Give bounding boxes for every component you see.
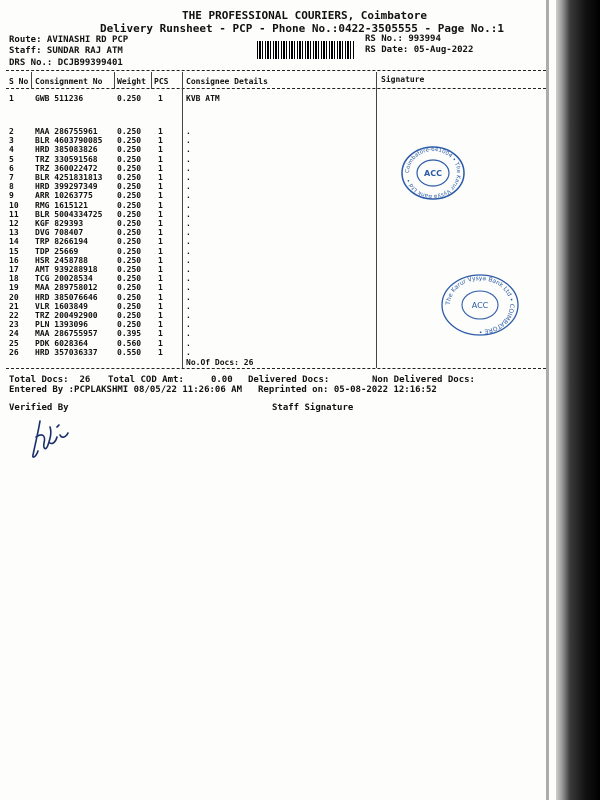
row-consignee: . xyxy=(186,182,191,192)
row-weight: 0.250 xyxy=(117,311,142,320)
row-pcs: 1 xyxy=(158,347,163,357)
row-weight: 0.250 xyxy=(117,200,142,210)
col-consignment: Consignment No xyxy=(35,77,103,86)
row-consignment: BLR 4251831813 xyxy=(35,173,103,182)
verifier-signature xyxy=(26,415,74,463)
row-pcs: 1 xyxy=(158,163,163,173)
row-pcs: 1 xyxy=(158,274,163,284)
non-delivered-docs: Non Delivered Docs: xyxy=(372,375,475,385)
row-sno: 2 xyxy=(9,127,14,136)
table-header-rule xyxy=(6,88,546,89)
row-pcs: 1 xyxy=(158,209,163,219)
col-divider xyxy=(376,72,377,368)
stamp-center-text: ACC xyxy=(471,301,489,310)
col-consignee: Consignee Details xyxy=(186,77,268,86)
row-weight: 0.250 xyxy=(117,237,142,247)
rs-date: RS Date: 05-Aug-2022 xyxy=(365,45,474,55)
row-weight: 0.250 xyxy=(117,127,142,136)
row-weight: 0.250 xyxy=(117,255,142,265)
row-sno: 15 xyxy=(9,246,19,256)
row-weight: 0.250 xyxy=(117,94,142,103)
row-sno: 11 xyxy=(9,209,19,219)
row-sno: 18 xyxy=(9,274,19,284)
row-weight: 0.250 xyxy=(117,154,142,164)
row-weight: 0.250 xyxy=(117,228,142,238)
row-consignee: . xyxy=(186,237,191,247)
row-consignment: TRZ 200492900 xyxy=(35,311,98,320)
table-bottom-rule xyxy=(6,368,546,369)
row-consignee: . xyxy=(186,301,191,311)
row-pcs: 1 xyxy=(158,145,163,155)
row-weight: 0.250 xyxy=(117,292,142,302)
row-consignment: BLR 5004334725 xyxy=(35,209,103,219)
row-consignee: . xyxy=(186,320,191,330)
row-weight: 0.395 xyxy=(117,329,142,339)
row-consignment: MAA 286755961 xyxy=(35,127,98,136)
company-name: THE PROFESSIONAL COURIERS, Coimbatore xyxy=(182,9,428,22)
row-consignee: . xyxy=(186,209,191,219)
row-consignment: GWB 511236 xyxy=(35,94,84,103)
row-consignment: MAA 286755957 xyxy=(35,329,98,339)
row-sno: 19 xyxy=(9,283,19,293)
row-pcs: 1 xyxy=(158,154,163,164)
row-consignment: HRD 399297349 xyxy=(35,182,98,192)
scan-edge xyxy=(556,0,600,800)
row-sno: 7 xyxy=(9,173,14,182)
row-weight: 0.250 xyxy=(117,145,142,155)
row-pcs: 1 xyxy=(158,127,163,136)
row-consignment: TRZ 360022472 xyxy=(35,163,98,173)
stamp-ring-text: The Karur Vysya Bank Ltd • COIMBATORE • xyxy=(444,274,516,336)
row-sno: 17 xyxy=(9,265,19,274)
row-sno: 20 xyxy=(9,292,19,302)
row-weight: 0.250 xyxy=(117,265,142,274)
row-pcs: 1 xyxy=(158,228,163,238)
row-pcs: 1 xyxy=(158,200,163,210)
rs-number: RS No.: 993994 xyxy=(365,34,441,44)
staff-label: Staff: SUNDAR RAJ ATM xyxy=(9,46,123,56)
row-consignment: HRD 385076646 xyxy=(35,292,98,302)
row-weight: 0.250 xyxy=(117,274,142,284)
row-sno: 24 xyxy=(9,329,19,339)
row-pcs: 1 xyxy=(158,136,163,146)
col-divider xyxy=(31,72,32,89)
row-sno: 10 xyxy=(9,200,19,210)
row-consignee: . xyxy=(186,347,191,357)
row-sno: 6 xyxy=(9,163,14,173)
row-consignee: . xyxy=(186,283,191,293)
row-pcs: 1 xyxy=(158,255,163,265)
row-consignment: TDP 25669 xyxy=(35,246,79,256)
barcode xyxy=(257,41,354,59)
row-sno: 12 xyxy=(9,219,19,228)
staff-signature: Staff Signature xyxy=(272,403,354,413)
row-consignee: . xyxy=(186,173,191,182)
row-consignee: . xyxy=(186,127,191,136)
row-consignment: HRD 357036337 xyxy=(35,347,98,357)
col-sno: S No xyxy=(9,77,29,86)
total-docs: Total Docs: 26 xyxy=(9,375,91,385)
row-sno: 4 xyxy=(9,145,14,155)
row-pcs: 1 xyxy=(158,173,163,182)
col-divider xyxy=(182,72,183,368)
no-of-docs: No.Of Docs: 26 xyxy=(186,358,254,367)
row-pcs: 1 xyxy=(158,329,163,339)
row-sno: 26 xyxy=(9,347,19,357)
row-sno: 3 xyxy=(9,136,14,146)
runsheet-title: Delivery Runsheet - PCP - Phone No.:0422-3505555 - Page No.:1 xyxy=(100,22,504,35)
row-weight: 0.250 xyxy=(117,163,142,173)
row-consignment: PLN 1393096 xyxy=(35,320,88,330)
reprinted-on: Reprinted on: 05-08-2022 12:16:52 xyxy=(258,385,437,395)
row-weight: 0.250 xyxy=(117,182,142,192)
entered-by: Entered By :PCPLAKSHMI 08/05/22 11:26:06 AM xyxy=(9,385,242,395)
row-consignee: . xyxy=(186,219,191,228)
stamp-ring-text: Coimbatore-641004 • The Karur Vysya Bank Ltd • xyxy=(404,146,462,200)
bank-stamp xyxy=(400,145,466,201)
row-consignee: . xyxy=(186,255,191,265)
row-consignee: . xyxy=(186,265,191,274)
row-sno: 22 xyxy=(9,311,19,320)
row-consignment: TCG 20028534 xyxy=(35,274,93,284)
row-consignee: . xyxy=(186,292,191,302)
row-sno: 16 xyxy=(9,255,19,265)
row-consignment: DVG 708407 xyxy=(35,228,84,238)
row-pcs: 1 xyxy=(158,182,163,192)
row-weight: 0.250 xyxy=(117,191,142,201)
row-weight: 0.560 xyxy=(117,338,142,348)
row-pcs: 1 xyxy=(158,237,163,247)
col-weight: Weight xyxy=(117,77,146,86)
row-pcs: 1 xyxy=(158,283,163,293)
route-label: Route: AVINASHI RD PCP xyxy=(9,35,129,45)
row-consignee: . xyxy=(186,200,191,210)
row-consignment: VLR 1603849 xyxy=(35,301,88,311)
page-fold xyxy=(546,0,549,800)
row-weight: 0.250 xyxy=(117,209,142,219)
row-weight: 0.250 xyxy=(117,320,142,330)
row-consignee: . xyxy=(186,338,191,348)
row-pcs: 1 xyxy=(158,265,163,274)
row-consignee: KVB ATM xyxy=(186,94,220,103)
col-pcs: PCS xyxy=(154,77,169,86)
row-consignee: . xyxy=(186,136,191,146)
row-weight: 0.250 xyxy=(117,301,142,311)
row-consignment: HRD 385083826 xyxy=(35,145,98,155)
col-divider xyxy=(151,72,152,89)
row-weight: 0.250 xyxy=(117,173,142,182)
row-weight: 0.250 xyxy=(117,246,142,256)
row-weight: 0.250 xyxy=(117,219,142,228)
row-weight: 0.250 xyxy=(117,136,142,146)
row-consignee: . xyxy=(186,329,191,339)
row-pcs: 1 xyxy=(158,219,163,228)
row-consignee: . xyxy=(186,311,191,320)
row-consignment: RMG 1615121 xyxy=(35,200,88,210)
row-consignee: . xyxy=(186,274,191,284)
row-pcs: 1 xyxy=(158,338,163,348)
row-consignee: . xyxy=(186,246,191,256)
row-consignment: TRP 8266194 xyxy=(35,237,88,247)
row-consignee: . xyxy=(186,191,191,201)
row-pcs: 1 xyxy=(158,246,163,256)
col-divider xyxy=(114,72,115,89)
row-pcs: 1 xyxy=(158,94,163,103)
row-consignee: . xyxy=(186,154,191,164)
row-sno: 21 xyxy=(9,301,19,311)
row-sno: 13 xyxy=(9,228,19,238)
row-sno: 5 xyxy=(9,154,14,164)
row-sno: 9 xyxy=(9,191,14,201)
row-consignment: AMT 939288918 xyxy=(35,265,98,274)
row-pcs: 1 xyxy=(158,311,163,320)
row-sno: 1 xyxy=(9,94,14,103)
delivered-docs: Delivered Docs: xyxy=(248,375,330,385)
bank-stamp xyxy=(438,272,522,338)
row-consignee: . xyxy=(186,145,191,155)
row-pcs: 1 xyxy=(158,320,163,330)
row-consignment: MAA 289758012 xyxy=(35,283,98,293)
row-pcs: 1 xyxy=(158,301,163,311)
verified-by: Verified By xyxy=(9,403,69,413)
row-consignment: PDK 6028364 xyxy=(35,338,88,348)
row-consignee: . xyxy=(186,228,191,238)
total-cod: Total COD Amt: 0.00 xyxy=(108,375,233,385)
row-sno: 8 xyxy=(9,182,14,192)
row-sno: 14 xyxy=(9,237,19,247)
row-pcs: 1 xyxy=(158,191,163,201)
row-consignment: KGF 829393 xyxy=(35,219,84,228)
row-weight: 0.250 xyxy=(117,283,142,293)
drs-number: DRS No.: DCJB99399401 xyxy=(9,58,123,68)
row-sno: 25 xyxy=(9,338,19,348)
row-consignment: BLR 4603790085 xyxy=(35,136,103,146)
stamp-center-text: ACC xyxy=(424,169,442,178)
table-top-rule xyxy=(6,70,546,71)
row-sno: 23 xyxy=(9,320,19,330)
row-weight: 0.550 xyxy=(117,347,142,357)
row-consignment: ARR 10263775 xyxy=(35,191,93,201)
row-pcs: 1 xyxy=(158,292,163,302)
row-consignee: . xyxy=(186,163,191,173)
row-consignment: TRZ 330591568 xyxy=(35,154,98,164)
row-consignment: HSR 2458788 xyxy=(35,255,88,265)
col-signature: Signature xyxy=(381,75,425,84)
